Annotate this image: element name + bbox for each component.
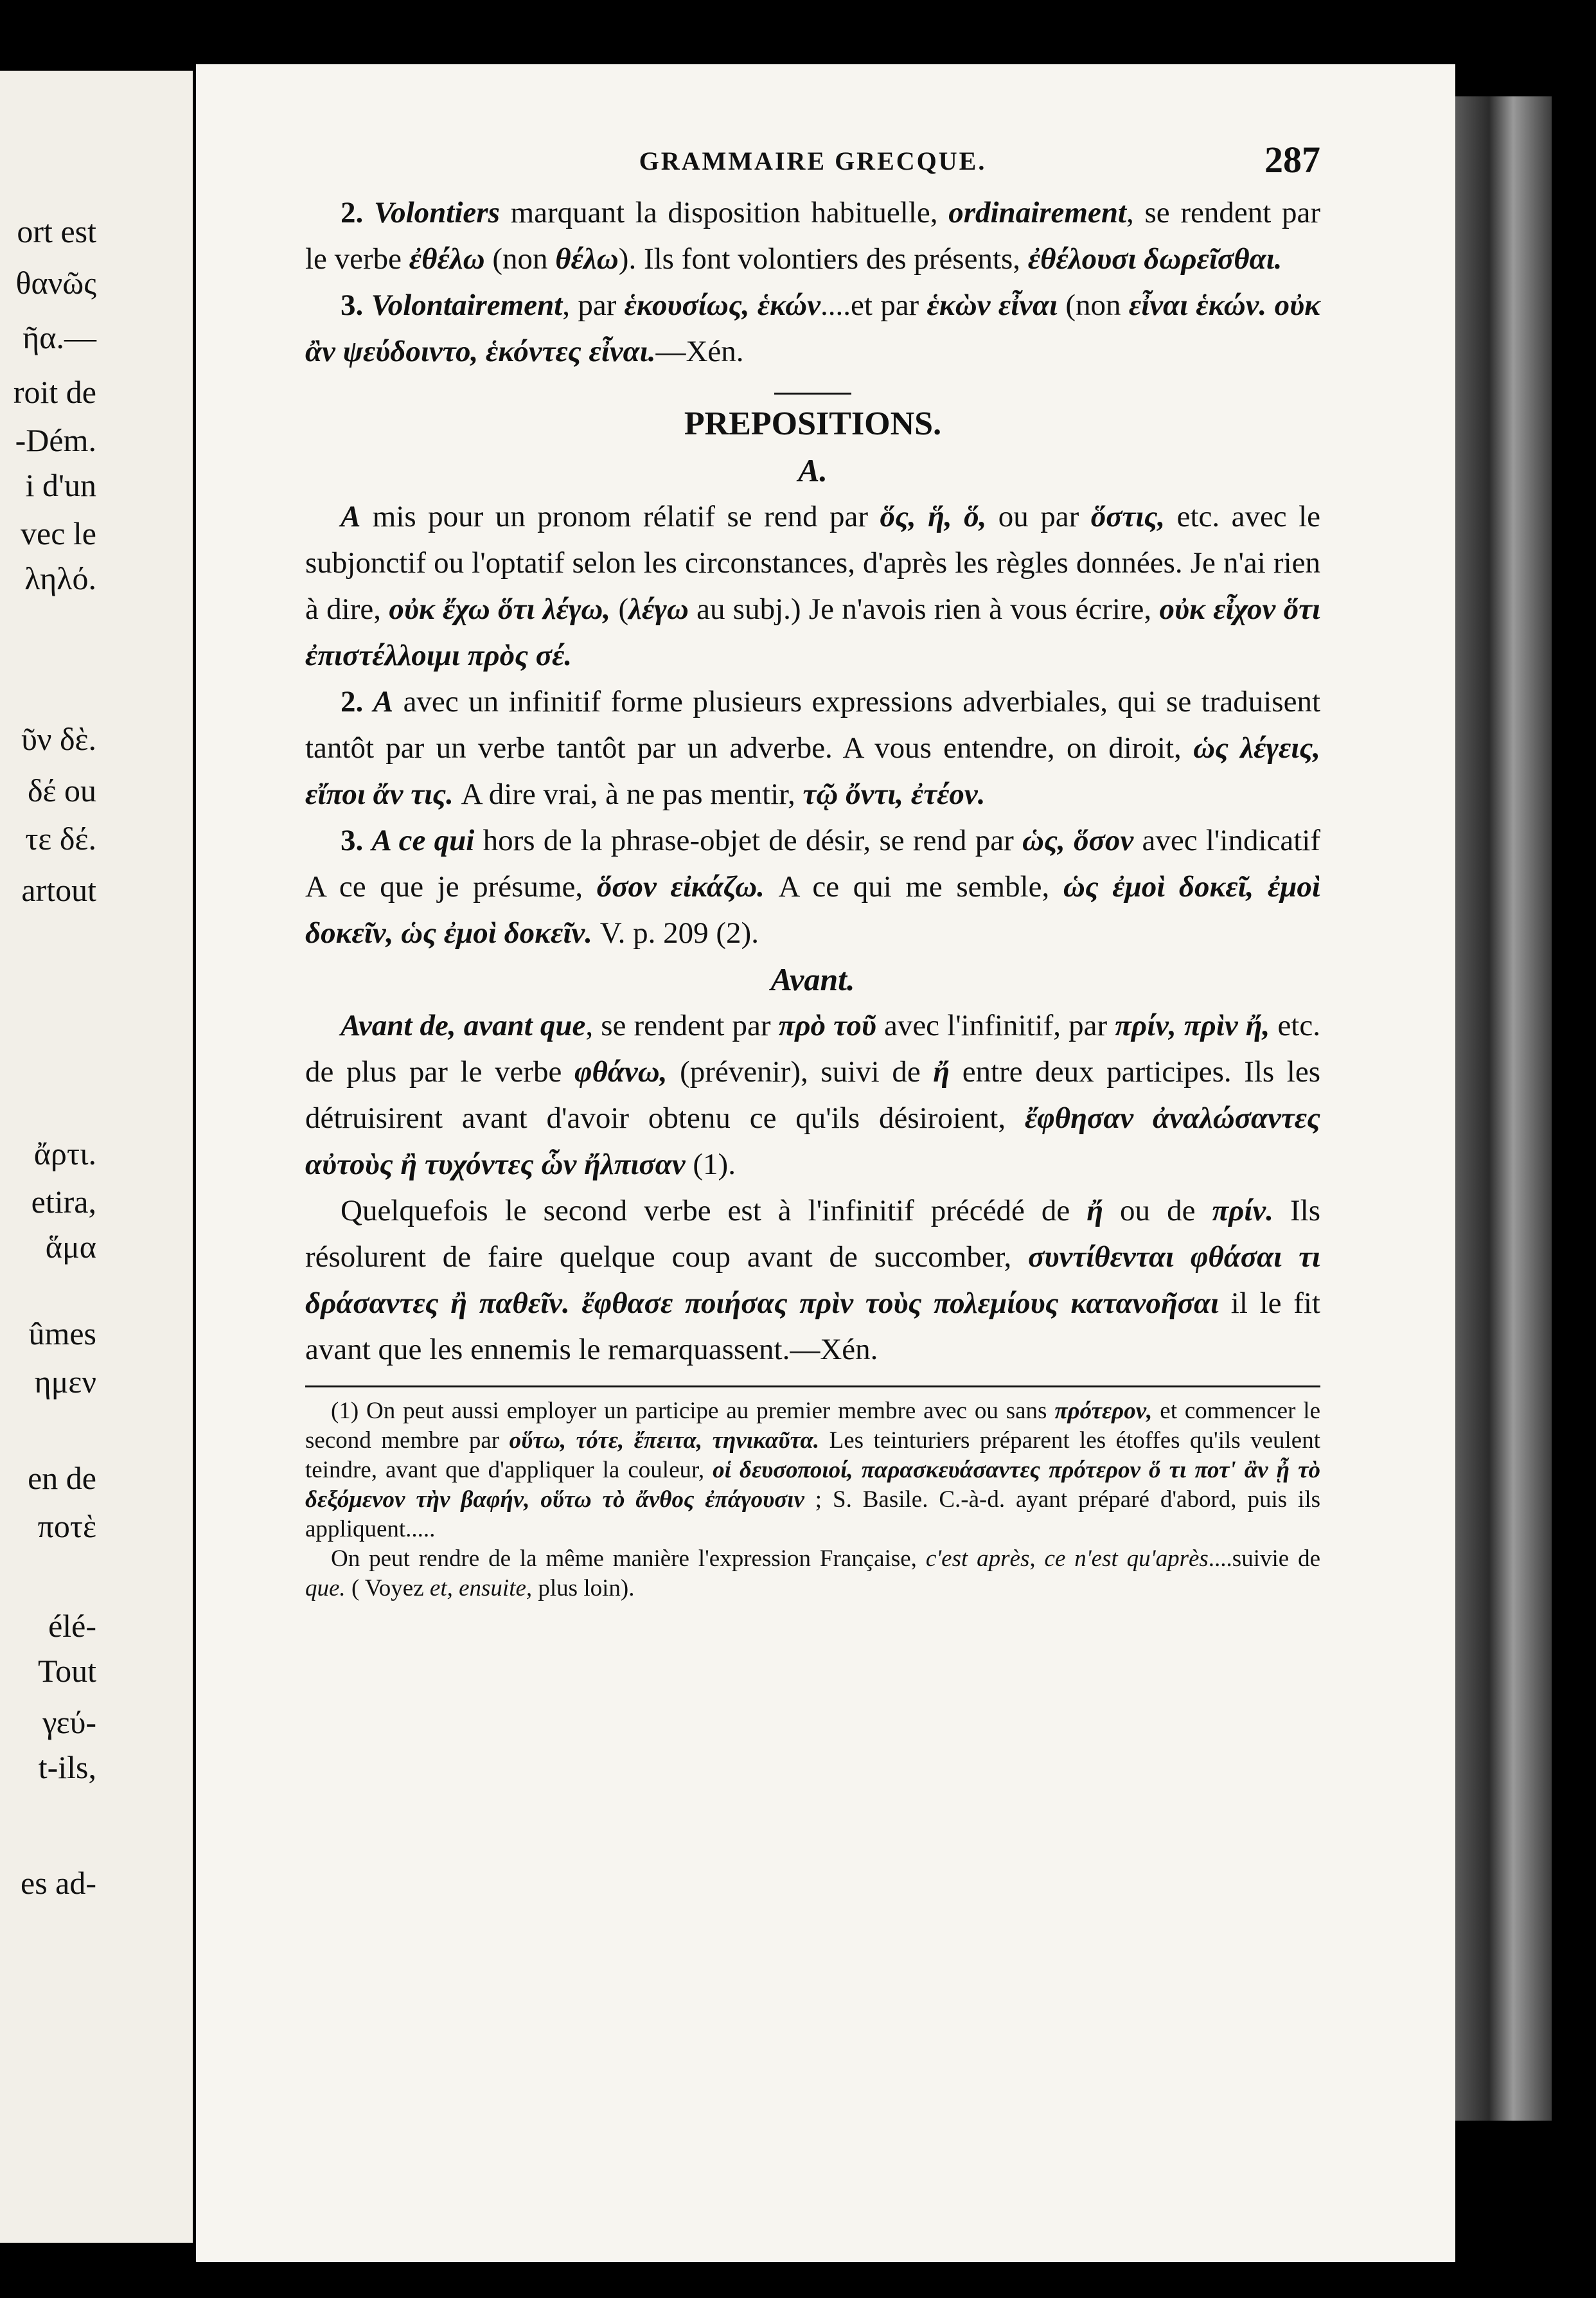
greek-text: συντίθενται φθάσαι τι δράσαντες ἢ παθεῖν. ἔφθασε ποιήσας πρὶν τοὺς πολεμίους κατανοῆσαι [305,1240,1320,1320]
page-number: 287 [1264,139,1320,181]
text: V. p. 209 (2). [592,916,759,950]
italic-text: c'est après, ce n'est qu'après [925,1545,1209,1572]
left-page-text-fragment: ποτὲ [37,1508,96,1544]
greek-text: ὡς, ὅσον [1022,824,1134,857]
paragraph-volontiers [305,190,1320,282]
greek-text: φθάνω, [574,1055,668,1089]
text: avec un infinitif forme plusieurs expressions adverbiales, qui se traduisent tantôt par un verbe tantôt par un adverbe. A vous entendre, on diroit, [305,685,1321,765]
left-page-fragment [0,71,193,2243]
text: avec l'indicatif A ce que je présume, [305,824,1321,904]
item-number: 2. [341,685,364,718]
greek-text: οὕτω, τότε, ἔπειτα, τηνικαῦτα. [509,1427,820,1454]
greek-text: ἑκὼν εἶναι [927,289,1058,322]
term: Volontiers [373,196,500,229]
greek-text: θέλω [555,242,619,276]
left-page-text-fragment: en de [28,1460,96,1496]
footnote-2 [305,1544,1320,1603]
left-page-text-fragment: ημεν [34,1364,96,1400]
greek-text: ἔφθησαν ἀναλώσαντες αὐτοὺς ἢ τυχόντες ὧν ἤλπισαν [305,1101,1320,1181]
text: il le fit avant que les ennemis le remarquassent.—Xén. [305,1287,1320,1366]
text: etc. de plus par le verbe [305,1009,1320,1089]
greek-text: πρὸ τοῦ [778,1009,876,1042]
text: ; S. Basile. C.-à-d. ayant préparé d'abord, puis ils appliquent..... [305,1486,1320,1542]
section-title: PREPOSITIONS. [684,405,942,442]
subsection-title-avant: Avant. [770,961,855,997]
left-page-text-fragment: -Dém. [15,422,96,458]
greek-text: ὅσον εἰκάζω. [596,870,765,904]
text: , par [562,289,625,322]
footnote-1 [305,1396,1320,1544]
left-page-text-fragment: t-ils, [38,1749,96,1785]
paragraph-volontairement [305,282,1320,375]
left-page-text-fragment: Tout [38,1653,96,1689]
greek-text: ἐθέλουσι δωρεῖσθαι. [1027,242,1282,276]
left-page-text-fragment: ἅμα [45,1229,96,1265]
paragraph-a-2 [305,679,1320,817]
greek-text: ὡς λέγεις, εἴποι ἄν τις. [305,731,1320,811]
left-page-text-fragment: ῦν δὲ. [21,721,96,757]
text: (1) On peut aussi employer un participe au premier membre avec ou sans [331,1398,1055,1424]
greek-text: ἤ [1086,1194,1104,1227]
greek-text: ὡς ἐμοὶ δοκεῖ, ἐμοὶ δοκεῖν, ὡς ἐμοὶ δοκεῖν. [305,870,1320,950]
text: etc. avec le subjonctif ou l'optatif selon les circonstances, d'après les règles données. Je n'ai rien à dire, [305,500,1321,626]
text: Les teinturiers préparent les étoffes qu'ils veulent teindre, avant que d'appliquer la couleur, [305,1427,1321,1483]
text: et commencer le second membre par [305,1398,1320,1454]
text: ou par [986,500,1091,533]
text: ( Voyez [345,1575,430,1601]
greek-text: ἤ [933,1055,950,1089]
left-page-text-fragment: i d'un [25,467,96,503]
paragraph-a-1 [305,494,1320,679]
term: A ce qui [371,824,475,857]
greek-text: πρίν, πρὶν ἤ, [1115,1009,1270,1042]
greek-text: τῷ ὄντι, ἐτέον. [802,778,986,811]
text: Quelquefois le second verbe est à l'infinitif précédé de [341,1194,1087,1227]
text: ....suivie de [1208,1545,1320,1572]
text: (non [484,242,556,276]
text: A ce qui me semble, [764,870,1063,904]
page-header [305,138,1320,190]
greek-text: πρότερον, [1054,1398,1153,1424]
paragraph-avant-1 [305,1002,1320,1188]
page-edge-shadow [1455,96,1552,2121]
text: (non [1058,289,1129,322]
greek-text: οὐκ ἔχω ὅτι λέγω, [389,592,611,626]
text: —Xén. [655,335,744,368]
left-page-text-fragment: roit de [13,374,96,410]
subsection-title-a: A. [798,452,828,488]
text: ( [610,592,629,626]
term: A [341,500,361,533]
running-title: GRAMMAIRE GRECQUE. [639,147,987,175]
term: A [373,685,394,718]
left-page-text-fragment: es ad- [21,1865,96,1901]
left-page-text-fragment: vec le [21,515,96,551]
paragraph-a-3 [305,817,1320,956]
text: (prévenir), suivi de [667,1055,934,1089]
left-page-text-fragment: ort est [17,213,96,249]
greek-text: οὐκ εἶχον ὅτι ἐπιστέλλοιμι πρὸς σέ. [305,592,1321,672]
left-page-text-fragment: τε δέ. [25,821,96,857]
text: mis pour un pronom rélatif se rend par [360,500,880,533]
left-page-text-fragment: γεύ- [42,1704,96,1740]
text: ). Ils font volontiers des présents, [618,242,1028,276]
text: , se rendent par le verbe [305,196,1320,276]
term: ordinairement [948,196,1127,229]
text: marquant la disposition habituelle, [499,196,949,229]
item-number: 2. [341,196,364,229]
term: Avant de, avant que [341,1009,586,1042]
text: , se rendent par [585,1009,779,1042]
left-page-text-fragment: artout [21,872,96,908]
left-page-text-fragment: etira, [31,1184,96,1220]
text: au subj.) Je n'avois rien à vous écrire, [688,592,1160,626]
text: ou de [1103,1194,1212,1227]
greek-text: πρίν. [1212,1194,1273,1227]
greek-text: ὅστις, [1090,500,1166,533]
text: A dire vrai, à ne pas mentir, [453,778,803,811]
section-divider [774,393,851,395]
greek-text: οἱ δευσοποιοί, παρασκευάσαντες πρότερον ὅ τι ποτ' ἂν ᾖ τὸ δεξόμενον τὴν βαφήν, οὕτω τὸ ἄνθος ἐπάγουσιν [305,1457,1320,1513]
footnote-ref: (1). [685,1148,736,1181]
text: ....et par [820,289,927,322]
left-page-text-fragment: ληλό. [24,560,96,596]
italic-text: que. [305,1575,346,1601]
paragraph-avant-2 [305,1188,1320,1373]
greek-text: ἐθέλω [409,242,485,276]
left-page-text-fragment: ûmes [28,1315,96,1351]
text: avec l'infinitif, par [876,1009,1115,1042]
left-page-text-fragment: élé- [48,1608,96,1644]
left-page-text-fragment: ῆα.— [22,319,96,355]
greek-text: ἑκουσίως, ἑκών [624,289,820,322]
left-page-text-fragment: ἄρτι. [33,1136,96,1171]
greek-text: λέγω [628,592,689,626]
greek-text: εἶναι ἑκών. οὐκ ἂν ψεύδοιντο, ἑκόντες εἶναι. [305,289,1321,368]
item-number: 3. [341,289,364,322]
footnote-divider [305,1385,1320,1387]
text: plus loin). [532,1575,635,1601]
text: Ils résolurent de faire quelque coup avant de succomber, [305,1194,1320,1274]
greek-text: ὅς, ἥ, ὅ, [880,500,987,533]
text: hors de la phrase-objet de désir, se rend par [474,824,1023,857]
item-number: 3. [341,824,364,857]
text: entre deux participes. Ils les détruisirent avant d'avoir obtenu ce qu'ils désiroient, [305,1055,1321,1135]
term: Volontairement [371,289,563,322]
italic-text: et, ensuite, [429,1575,533,1601]
page-content [305,138,1320,1603]
left-page-text-fragment: δέ ou [27,772,96,808]
left-page-text-fragment: θανῶς [15,265,96,301]
text: On peut rendre de la même manière l'expression Française, [331,1545,926,1572]
